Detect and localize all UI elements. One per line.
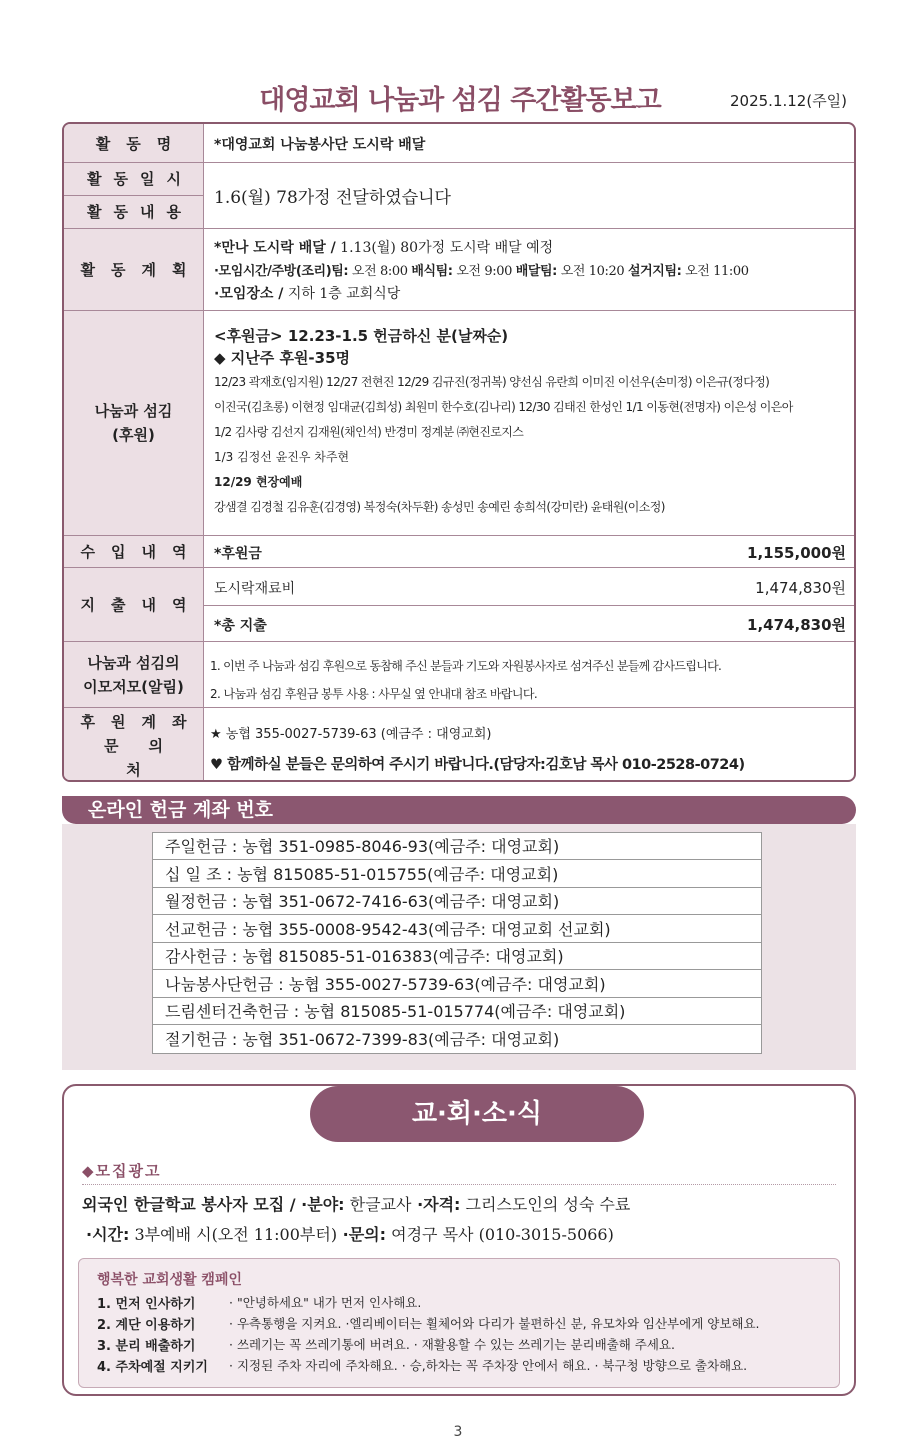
donor-head3: 12/29 현장예배 [214, 475, 303, 489]
label-activity-date-content [64, 163, 204, 228]
row-account-contact [64, 708, 854, 782]
expense-amount: 1,474,830원 [755, 579, 846, 597]
donor-line5: 강샘결 김경철 김유훈(김경영) 복정숙(차두환) 송성민 송예린 송희석(강미란) 윤태원(이소정) [214, 500, 665, 514]
expense-item: 도시락재료비 [214, 581, 296, 597]
recruit-divider [82, 1184, 836, 1185]
plan-kitchen-time: 오전 8:00 [348, 264, 412, 279]
plan-line1-bold: *만나 도시락 배달 / [214, 240, 336, 256]
recruit-line1 [82, 1192, 630, 1215]
page-title: 대영교회 나눔과 섬김 주간활동보고 [259, 85, 661, 116]
online-account-item: 월정헌금 : 농협 351-0672-7416-63(예금주: 대영교회) [153, 888, 761, 915]
label-notice-line1: 나눔과 섬김의 [87, 653, 180, 672]
recruit-contact-label: ·문의: [337, 1225, 387, 1244]
label-activity-content: 활동내용 [87, 203, 193, 222]
activity-content: 1.6(월) 78가정 전달하였습니다 [214, 188, 451, 208]
recruit-line2 [86, 1222, 614, 1245]
online-account-item: 주일헌금 : 농협 351-0985-8046-93(예금주: 대영교회) [153, 833, 761, 860]
campaign-item-title: 2. 계단 이용하기 [97, 1318, 196, 1333]
account-value: ★ 농협 355-0027-5739-63 (예금주 : 대영교회) [210, 727, 492, 742]
online-account-item: 나눔봉사단헌금 : 농협 355-0027-5739-63(예금주: 대영교회) [153, 971, 761, 998]
label-sharing-line2: (후원) [112, 426, 155, 444]
campaign-item-title: 4. 주차예절 지키기 [97, 1360, 208, 1375]
plan-line1: 1.13(월) 80가정 도시락 배달 예정 [335, 240, 554, 256]
label-activity-date: 활동일시 [64, 163, 204, 196]
notice-1: 1. 이번 주 나눔과 섬김 후원으로 동참해 주신 분들과 기도와 자원봉사자로 섬겨주신 분들께 감사드립니다. [210, 659, 722, 673]
donor-line2: 이진국(김초롱) 이현정 임대균(김희성) 최원미 한수호(김나리) 12/30 김태진 한성인 1/1 이동현(전명자) 이은성 이은아 [214, 400, 793, 414]
plan-delivery-label: 배달팀: [515, 264, 557, 279]
label-contact: 문의처 [104, 737, 193, 779]
online-account-item: 선교헌금 : 농협 355-0008-9542-43(예금주: 대영교회 선교회) [153, 916, 761, 943]
plan-gather-time-label: ·모임시간/주방(조리)팀: [214, 264, 349, 279]
label-plan: 활동계획 [64, 229, 204, 310]
notice-2: 2. 나눔과 섬김 후원금 봉투 사용 : 사무실 옆 안내대 참조 바랍니다. [210, 687, 538, 701]
expense-total-amount: 1,474,830원 [747, 616, 846, 634]
plan-dish-time: 오전 11:00 [681, 264, 749, 279]
online-account-item: 십 일 조 : 농협 815085-51-015755(예금주: 대영교회) [153, 861, 761, 888]
campaign-title: 행복한 교회생활 캠페인 [97, 1272, 242, 1288]
income-amount: 1,155,000원 [747, 544, 846, 562]
plan-dish-label: 설거지팀: [627, 264, 682, 279]
row-expense [64, 568, 854, 642]
plan-serving-time: 오전 9:00 [452, 264, 516, 279]
report-date: 2025.1.12(주일) [730, 92, 848, 110]
plan-delivery-time: 오전 10:20 [556, 264, 628, 279]
label-sharing-line1: 나눔과 섬김 [94, 402, 173, 420]
label-notice-line2: 이모저모(알림) [83, 677, 184, 696]
recruit-qualification-label: ·자격: [411, 1195, 461, 1214]
account-contact-text [210, 720, 846, 780]
activity-name: *대영교회 나눔봉사단 도시락 배달 [214, 137, 426, 153]
recruit-field: 한글교사 [344, 1195, 412, 1214]
label-sharing [64, 311, 204, 535]
donor-line4: 1/3 김정선 윤진우 차주현 [214, 450, 350, 464]
row-sharing [64, 311, 854, 536]
expense-total-item: *총 지출 [214, 618, 267, 634]
campaign-item-title: 3. 분리 배출하기 [97, 1339, 196, 1354]
row-notice [64, 642, 854, 708]
campaign-item-desc: · 우측통행을 지켜요. ·엘리베이터는 휠체어와 다리가 불편하신 분, 유모차와 임산부에게 양보해요. [229, 1316, 760, 1331]
online-account-item: 드림센터건축헌금 : 농협 815085-51-015774(예금주: 대영교회) [153, 998, 761, 1025]
plan-line3: 지하 1층 교회식당 [283, 286, 401, 302]
label-account-contact [64, 708, 204, 782]
page-number: 3 [453, 1424, 463, 1440]
online-giving-title: 온라인 헌금 계좌 번호 [62, 796, 856, 824]
campaign-item-desc: · 지정된 주차 자리에 주차해요. · 승,하차는 꼭 주차장 안에서 해요. · 북구청 방향으로 출차해요. [229, 1358, 748, 1373]
sharing-text [214, 325, 846, 518]
online-account-list [152, 832, 762, 1054]
campaign-item-title: 1. 먼저 인사하기 [97, 1297, 196, 1312]
donor-line1: 12/23 곽재호(임지원) 12/27 전현진 12/29 김규진(정귀복) 양선심 유란희 이미진 이선우(손미정) 이은규(정다정) [214, 375, 770, 389]
sharing-head2: ◆ 지난주 후원-35명 [214, 349, 351, 367]
sharing-head1: <후원금> 12.23-1.5 헌금하신 분(날짜순) [214, 327, 509, 345]
row-plan [64, 229, 854, 311]
row-income [64, 536, 854, 568]
plan-line3-bold: ·모임장소 / [214, 286, 284, 302]
plan-text [214, 237, 846, 306]
income-item: *후원금 [214, 546, 262, 562]
label-activity-name: 활동명 [64, 124, 204, 162]
recruit-field-label: ·분야: [295, 1195, 345, 1214]
activity-report-table [62, 122, 856, 782]
campaign-item-desc: · 쓰레기는 꼭 쓰레기통에 버려요. · 재활용할 수 있는 쓰레기는 분리배출해 주세요. [229, 1337, 676, 1352]
contact-value: ♥ 함께하실 분들은 문의하여 주시기 바랍니다.(담당자:김호남 목사 010-2528-0724) [210, 757, 745, 773]
campaign-box [78, 1258, 840, 1388]
recruit-time-label: ·시간: [86, 1225, 130, 1244]
row-activity-date-content [64, 163, 854, 229]
recruit-time: 3부예배 시(오전 11:00부터) [129, 1225, 338, 1244]
plan-serving-label: 배식팀: [411, 264, 453, 279]
recruit-qualification: 그리스도인의 성숙 수료 [460, 1195, 631, 1214]
campaign-item-desc: · "안녕하세요" 내가 먼저 인사해요. [229, 1295, 422, 1310]
online-account-item: 절기헌금 : 농협 351-0672-7399-83(예금주: 대영교회) [165, 1029, 560, 1049]
recruit-contact: 여경구 목사 (010-3015-5066) [386, 1225, 614, 1244]
row-activity-name [64, 124, 854, 163]
expense-divider [204, 605, 854, 606]
label-notice [64, 642, 204, 707]
recruit-heading: 외국인 한글학교 봉사자 모집 / [82, 1195, 296, 1214]
recruit-title: ◆모집광고 [82, 1162, 162, 1180]
notice-text [210, 652, 846, 708]
label-income: 수입내역 [64, 536, 204, 567]
online-account-item: 감사헌금 : 농협 815085-51-016383(예금주: 대영교회) [153, 943, 761, 970]
donor-line3: 1/2 김사랑 김선지 김재원(채인석) 반경미 정계분 ㈜현진로지스 [214, 425, 524, 439]
label-expense: 지출내역 [64, 568, 204, 641]
label-account: 후원계좌 [80, 713, 203, 731]
church-news-title: 교·회·소·식 [310, 1086, 644, 1142]
